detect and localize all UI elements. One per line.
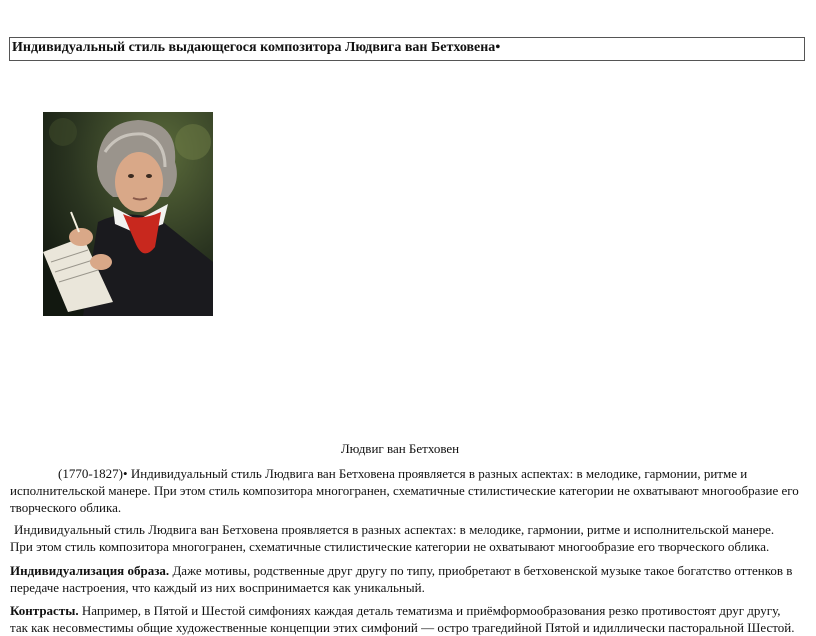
paragraph-individualization (10, 562, 800, 596)
title-bullet: • (495, 40, 501, 55)
paragraph-intro-text: Индивидуальный стиль Людвига ван Бетховена проявляется в разных аспектах: в мелодике, гармонии, ритме и исполнительской манере. При этом стиль композитора многогранен, схематичные стилистические категории не охватывают многообразие его творческого облика. (10, 466, 799, 515)
page-title (9, 37, 805, 61)
portrait-caption: Людвиг ван Бетховен (340, 441, 460, 456)
dates-bullet: • (123, 466, 128, 481)
portrait-illustration (43, 112, 213, 316)
paragraph-contrasts-text: Например, в Пятой и Шестой симфониях каждая деталь тематизма и приёмформообразования резко противостоят друг другу, так как несовместимы общие художественные концепции этих симфоний — остро трагедийной Пятой и идиллически пасторальной Шестой. (10, 603, 795, 635)
title-text: Индивидуальный стиль выдающегося композитора Людвига ван Бетховена (12, 40, 496, 55)
paragraph-contrasts (10, 602, 800, 636)
heading-individualization: Индивидуализация образа. (10, 563, 170, 578)
paragraph-intro (10, 465, 800, 516)
beethoven-portrait (43, 112, 213, 316)
paragraph-style: Индивидуальный стиль Людвига ван Бетховена проявляется в разных аспектах: в мелодике, гармонии, ритме и исполнительской манере. При этом стиль композитора многогранен, схематичные стилистические категории не охватывают многообразие его творческого облика. (10, 522, 775, 554)
dates: (1770-1827) (58, 466, 123, 481)
paragraph-individualization-text: Даже мотивы, родственные друг другу по типу, приобретают в бетховенской музыке такое богатство оттенков в передаче настроения, что каждый из них воспринимается как уникальный. (10, 563, 793, 595)
heading-contrasts: Контрасты. (10, 603, 79, 618)
